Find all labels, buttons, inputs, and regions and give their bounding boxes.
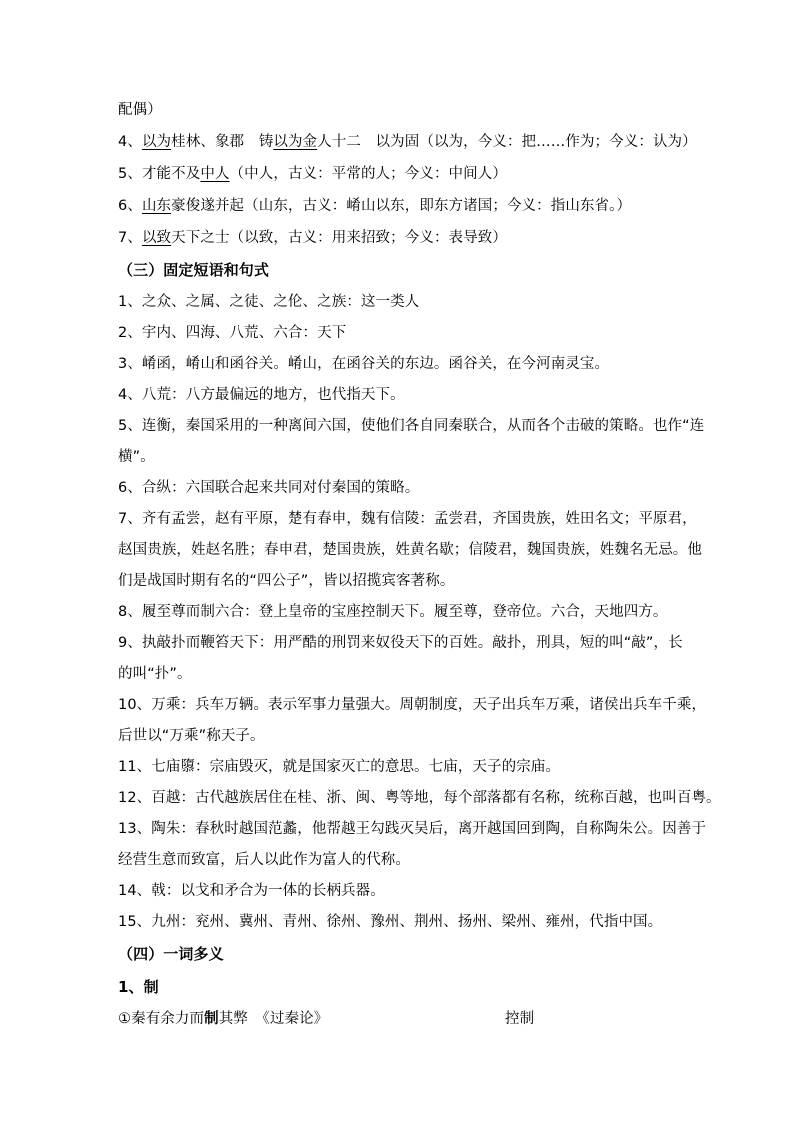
phrase-item-8: 8、履至尊而制六合：登上皇帝的宝座控制天下。履至尊，登帝位。六合，天地四方。	[118, 604, 668, 620]
polysemy-example-1	[118, 1009, 328, 1029]
item-4-yiwei	[118, 132, 697, 152]
phrase-item-3: 3、崤函，崤山和函谷关。崤山，在函谷关的东边。函谷关，在今河南灵宝。	[118, 356, 610, 372]
section-heading-4: （四）一词多义	[118, 945, 224, 963]
phrase-item-10-line1: 10、万乘：兵车万辆。表示军事力量强大。周朝制度，天子出兵车万乘，诸侯出兵车千乘，	[118, 697, 707, 713]
text: 其弊 《过秦论》	[218, 1011, 329, 1027]
item-number: 4、	[118, 134, 142, 150]
underlined-word: 山东	[141, 198, 172, 214]
text: 豪俊遂并起（山东，古义：崤山以东，即东方诸国；今义：指山东省。）	[171, 198, 632, 214]
underlined-word: 金	[302, 134, 318, 150]
phrase-item-6: 6、合纵：六国联合起来共同对付秦国的策略。	[118, 480, 420, 496]
text: 天下之士（以致，古义：用来招致；今义：表导致）	[171, 230, 507, 246]
phrase-item-14: 14、戟：以戈和矛合为一体的长柄兵器。	[118, 883, 385, 899]
phrase-item-5-line2: 横”。	[118, 449, 155, 465]
phrase-item-4: 4、八荒：八方最偏远的地方，也代指天下。	[118, 387, 405, 403]
bold-word: 制	[204, 1011, 219, 1027]
phrase-item-15: 15、九州：兖州、冀州、青州、徐州、豫州、荆州、扬州、梁州、雍州，代指中国。	[118, 914, 663, 930]
text: 桂林、象郡 铸	[171, 134, 274, 150]
phrase-item-5-line1: 5、连衡，秦国采用的一种离间六国，使他们各自同秦联合，从而各个击破的策略。也作“连	[118, 418, 705, 434]
line-peiou	[118, 100, 162, 120]
item-5-zhongren	[118, 164, 507, 184]
item-number: 7、	[118, 230, 142, 246]
phrase-item-12: 12、百越：古代越族居住在桂、浙、闽、粤等地，每个部落都有名称，统称百越，也叫百粤。	[118, 790, 721, 806]
text: （中人，古义：平常的人；今义：中间人）	[229, 166, 507, 182]
phrase-item-2: 2、宇内、四海、八荒、六合：天下	[118, 325, 347, 341]
item-7-yizhi	[118, 228, 507, 248]
underlined-word: 以为	[141, 134, 172, 150]
polysemy-gloss: 控制	[505, 1011, 535, 1027]
phrase-item-11: 11、七庙隳：宗庙毁灭，就是国家灭亡的意思。七庙，天子的宗庙。	[118, 759, 561, 775]
phrase-item-10-line2: 后世以“万乘”称天子。	[118, 728, 265, 744]
underlined-word: 以致	[141, 230, 172, 246]
item-number: 5、	[118, 166, 142, 182]
subheading-zhi: 1、制	[118, 978, 159, 996]
phrase-item-13-line1: 13、陶朱：春秋时越国范蠡，他帮越王勾践灭吴后，离开越国回到陶，自称陶朱公。因善于	[118, 821, 707, 837]
text: ①秦有余力而	[118, 1011, 205, 1027]
phrase-item-7-line1: 7、齐有孟尝，赵有平原，楚有春申，魏有信陵：孟尝君，齐国贵族，姓田名文；平原君，	[118, 511, 697, 527]
text: 才能不及	[141, 166, 201, 182]
text: 配偶）	[118, 102, 162, 118]
item-number: 6、	[118, 198, 142, 214]
phrase-item-9-line1: 9、执敲扑而鞭笞天下：用严酷的刑罚来奴役天下的百姓。敲扑，刑具，短的叫“敲”，长	[118, 635, 683, 651]
underlined-word: 中人	[200, 166, 230, 182]
item-6-shandong	[118, 196, 631, 216]
phrase-item-13-line2: 经营生意而致富，后人以此作为富人的代称。	[118, 852, 410, 868]
phrase-item-1: 1、之众、之属、之徒、之伦、之族：这一类人	[118, 294, 420, 310]
text: 人十二 以为固（以为，今义：把……作为；今义：认为）	[317, 134, 697, 150]
section-heading-3: （三）固定短语和句式	[118, 261, 270, 279]
phrase-item-7-line3: 们是战国时期有名的“四公子”，皆以招揽宾客著称。	[118, 573, 455, 589]
phrase-item-7-line2: 赵国贵族，姓赵名胜；春申君，楚国贵族，姓黄名歇；信陵君，魏国贵族，姓魏名无忌。他	[118, 542, 702, 558]
underlined-word: 以为	[273, 134, 303, 150]
phrase-item-9-line2: 的叫“扑”。	[118, 666, 192, 682]
